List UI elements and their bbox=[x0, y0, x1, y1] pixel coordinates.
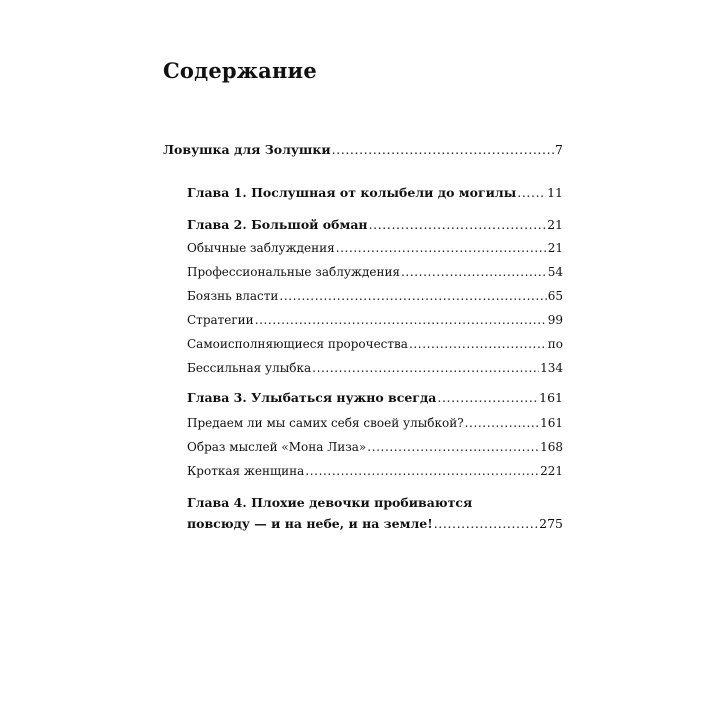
toc-entry-section bbox=[187, 289, 563, 303]
toc-entry-label: Стратегии bbox=[187, 313, 254, 327]
toc-entry-section bbox=[187, 440, 563, 454]
toc-entry-section bbox=[187, 265, 563, 279]
dot-leader bbox=[312, 361, 539, 375]
dot-leader bbox=[255, 313, 547, 327]
toc-entry-page: 21 bbox=[547, 217, 563, 232]
toc-entry-page: 161 bbox=[539, 390, 563, 405]
toc-entry-section bbox=[187, 337, 563, 351]
toc-entry-page: 65 bbox=[547, 289, 563, 303]
toc-entry-page: 134 bbox=[540, 361, 563, 375]
dot-leader bbox=[369, 218, 547, 232]
dot-leader bbox=[465, 416, 539, 430]
dot-leader bbox=[336, 241, 547, 255]
toc-entry-label: повсюду — и на небе, и на земле! bbox=[187, 516, 433, 531]
toc-entry-page: 168 bbox=[540, 440, 563, 454]
toc-entry-label: Обычные заблуждения bbox=[187, 241, 335, 255]
toc-entry-page: 161 bbox=[540, 416, 563, 430]
toc-entry-section bbox=[187, 313, 563, 327]
page-title: Содержание bbox=[163, 58, 317, 83]
dot-leader bbox=[401, 265, 547, 279]
toc-entry-page: 21 bbox=[547, 241, 563, 255]
dot-leader bbox=[332, 143, 554, 157]
dot-leader bbox=[517, 186, 546, 200]
toc-entry-chapter-1 bbox=[187, 186, 563, 200]
toc-entry-chapter-3 bbox=[187, 391, 563, 405]
toc-entry-intro bbox=[163, 143, 563, 157]
toc-entry-label: Самоисполняющиеся пророчества bbox=[187, 337, 408, 351]
dot-leader bbox=[409, 337, 547, 351]
toc-entry-section bbox=[187, 416, 563, 430]
toc-entry-label: Боязнь власти bbox=[187, 289, 279, 303]
toc-entry-label: Образ мыслей «Мона Лиза» bbox=[187, 440, 367, 454]
toc-entry-chapter-2 bbox=[187, 218, 563, 232]
toc-entry-label: Предаем ли мы самих себя своей улыбкой? bbox=[187, 416, 464, 430]
toc-entry-page: 11 bbox=[547, 185, 563, 200]
toc-entry-page: 54 bbox=[547, 265, 563, 279]
toc-entry-page: 7 bbox=[555, 142, 563, 157]
dot-leader bbox=[367, 440, 539, 454]
toc-entry-label: Профессиональные заблуждения bbox=[187, 265, 401, 279]
toc-entry-chapter-4-line1: Глава 4. Плохие девочки пробиваются bbox=[187, 495, 473, 510]
dot-leader bbox=[279, 289, 546, 303]
toc-entry-label: Ловушка для Золушки bbox=[163, 142, 331, 157]
toc-entry-section bbox=[187, 361, 563, 375]
dot-leader bbox=[434, 517, 538, 531]
toc-entry-page: 221 bbox=[540, 464, 563, 478]
toc-entry-page: 275 bbox=[539, 516, 563, 531]
toc-entry-label: Глава 2. Большой обман bbox=[187, 217, 368, 232]
dot-leader bbox=[437, 391, 538, 405]
dot-leader bbox=[305, 464, 539, 478]
toc-entry-label: Кроткая женщина bbox=[187, 464, 305, 478]
toc-entry-page: 99 bbox=[547, 313, 563, 327]
toc-entry-label: Глава 1. Послушная от колыбели до могилы bbox=[187, 185, 517, 200]
toc-entry-page: по bbox=[547, 337, 563, 351]
toc-entry-chapter-4 bbox=[187, 517, 563, 531]
toc-entry-label: Бессильная улыбка bbox=[187, 361, 312, 375]
toc-entry-label: Глава 3. Улыбаться нужно всегда bbox=[187, 390, 437, 405]
toc-entry-section bbox=[187, 241, 563, 255]
toc-entry-section bbox=[187, 464, 563, 478]
